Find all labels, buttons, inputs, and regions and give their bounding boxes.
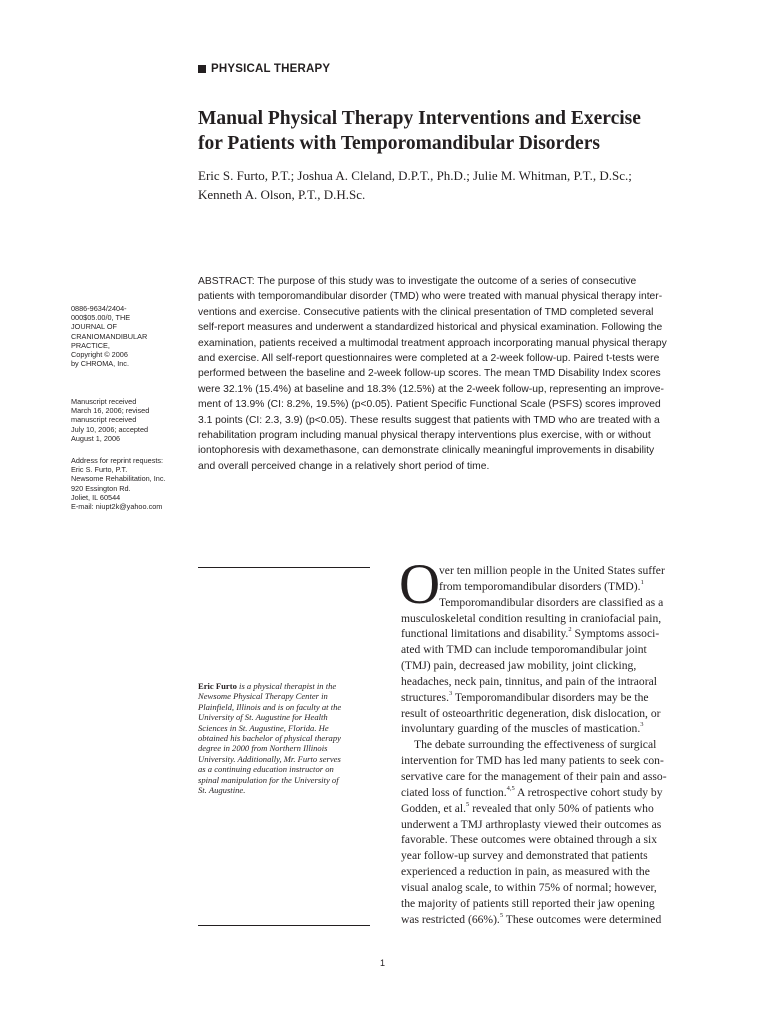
- body-line: The debate surrounding the effectiveness of surgical: [414, 738, 657, 752]
- citation-superscript: 3: [448, 689, 453, 697]
- body-line: result of osteoarthritic degeneration, disk dislocation, or: [401, 706, 661, 720]
- body-line: ciated loss of function.$^{4,5}$ A retrospective cohort study by: [401, 784, 663, 799]
- manuscript-line: manuscript received: [71, 415, 137, 425]
- article-title-line: for Patients with Temporomandibular Disorders: [198, 133, 600, 154]
- manuscript-dates: [71, 397, 149, 443]
- reprint-line: Address for reprint requests:: [71, 456, 164, 465]
- abstract-line: ventions and exercise. Consecutive patients with the clinical presentation of TMD completed several: [198, 306, 654, 318]
- body-text: [401, 563, 703, 927]
- bio-line: St. Augustine.: [198, 785, 246, 796]
- abstract-line: iontophoresis with dexamethasone, can demonstrate clinically meaningful improvements in disability: [198, 445, 655, 457]
- body-line: favorable. These outcomes were obtained through a six: [401, 833, 658, 847]
- reprint-line: Eric S. Furto, P.T.: [71, 465, 128, 475]
- bio-line: spinal manipulation for the University of: [198, 774, 339, 785]
- body-line: (TMJ) pain, decreased jaw mobility, joint clicking,: [401, 659, 637, 673]
- bio-line: degree in 2000 from Northern Illinois: [198, 743, 328, 754]
- bio-line: [198, 681, 370, 691]
- body-line: Godden, et al.$^5$ revealed that only 50% of patients who: [401, 800, 654, 815]
- abstract-line: rehabilitation program including manual physical therapy interventions plus exercise, with or without: [198, 430, 651, 442]
- body-line: experienced a reduction in pain, as measured with the: [401, 865, 650, 879]
- bio-line: as a continuing education instructor on: [198, 764, 334, 775]
- divider-rule: [198, 925, 370, 926]
- body-line: musculoskeletal condition resulting in craniofacial pain,: [401, 611, 662, 625]
- body-line: ated with TMD can include temporomandibular joint: [401, 643, 647, 657]
- citation-superscript: 5: [466, 800, 470, 808]
- abstract-line: 3.1 points (CI: 2.3, 3.9) (p<0.05). These results suggest that patients with TMD who are treated with a: [198, 414, 660, 426]
- bio-line: University of St. Augustine for Health: [198, 712, 328, 723]
- reprint-line: Joliet, IL 60544: [71, 492, 121, 502]
- abstract-line: performed between the baseline and 2-week follow-up scores. The mean TMD Disability Index scores: [198, 368, 661, 380]
- bio-line: Newsome Physical Therapy Center in: [198, 691, 328, 702]
- body-line: headaches, neck pain, tinnitus, and pain of the intraoral: [401, 674, 657, 688]
- copyright-line: 0886-9634/2404-: [71, 304, 127, 313]
- bio-text: is a physical therapist in the: [236, 681, 337, 691]
- body-line: year follow-up survey and demonstrated that patients: [401, 849, 648, 863]
- copyright-line: CRANIOMANDIBULAR: [71, 331, 148, 341]
- copyright-line: by CHROMA, Inc.: [71, 359, 129, 369]
- body-line: Temporomandibular disorders are classified as a: [439, 595, 664, 609]
- reprint-email[interactable]: E-mail: niupt2k@yahoo.com: [71, 502, 163, 512]
- body-line: visual analog scale, to within 75% of normal; however,: [401, 880, 657, 894]
- copyright-note: [71, 304, 147, 368]
- citation-superscript: 2: [568, 626, 572, 634]
- author-bio: [198, 681, 370, 795]
- abstract-line: patients with temporomandibular disorder (TMD) who were treated with manual physical therapy inter-: [198, 291, 663, 303]
- bio-line: obtained his bachelor of physical therapy: [198, 733, 341, 744]
- manuscript-line: Manuscript received: [71, 397, 137, 406]
- copyright-line: PRACTICE,: [71, 340, 110, 350]
- section-label: [198, 63, 330, 75]
- reprint-line: Newsome Rehabilitation, Inc.: [71, 474, 166, 484]
- manuscript-line: March 16, 2006; revised: [71, 406, 150, 416]
- body-line: ver ten million people in the United States suffer: [439, 564, 665, 577]
- abstract-line: examination, patients received a multimodal treatment approach incorporating manual physical therapy: [198, 337, 667, 349]
- article-title-line: Manual Physical Therapy Interventions and Exercise: [198, 108, 641, 129]
- section-label-text: PHYSICAL THERAPY: [211, 63, 331, 75]
- body-line: structures.$^3$ Temporomandibular disorders may be the: [401, 689, 649, 704]
- citation-superscript: 3: [640, 721, 644, 729]
- manuscript-line: July 10, 2006; accepted: [71, 424, 149, 434]
- body-line: servative care for the management of their pain and asso-: [401, 769, 667, 783]
- divider-rule: [198, 567, 370, 568]
- abstract-line: and exercise. All self-report questionnaires were completed at a 2-week follow-up. Paired t-tests were: [198, 353, 660, 365]
- reprint-line: 920 Essington Rd.: [71, 483, 131, 493]
- abstract-line: ment of 13.9% (CI: 8.2%, 19.5%) (p<0.05). Patient Specific Functional Scale (PSFS) scores improved: [198, 399, 661, 411]
- abstract-line: were 32.1% (15.4%) at baseline and 18.3% (12.5%) at the 2-week follow-up, representing an improve-: [198, 383, 664, 395]
- copyright-line: JOURNAL OF: [71, 322, 117, 332]
- citation-superscript: 1: [640, 578, 644, 586]
- page-number: 1: [380, 958, 386, 968]
- author-line: Kenneth A. Olson, P.T., D.H.Sc.: [198, 187, 366, 202]
- body-line: functional limitations and disability.$^2$ Symptoms associ-: [401, 626, 660, 641]
- square-bullet-icon: [198, 65, 206, 73]
- body-line: the majority of patients still reported their jaw opening: [401, 896, 655, 910]
- citation-superscript: 4,5: [506, 784, 515, 792]
- copyright-line: 000$05.00/0, THE: [71, 313, 131, 323]
- reprint-address: [71, 456, 166, 511]
- copyright-line: Copyright © 2006: [71, 350, 128, 360]
- bio-line: Plainfield, Illinois and is on faculty at the: [198, 701, 342, 712]
- abstract-line: and overall perceived change in a relatively short period of time.: [198, 460, 490, 472]
- bio-line: University. Additionally, Mr. Furto serves: [198, 753, 341, 764]
- abstract-line: ABSTRACT: The purpose of this study was to investigate the outcome of a series of consecutive: [198, 276, 637, 287]
- body-line: involuntary guarding of the muscles of mastication.$^3$: [401, 721, 644, 736]
- drop-cap: O: [399, 553, 441, 616]
- abstract-line: self-report measures and underwent a standardized historical and physical examination. Following the: [198, 322, 663, 334]
- bio-line: Sciences in St. Augustine, Florida. He: [198, 722, 329, 733]
- abstract: [198, 274, 704, 474]
- manuscript-line: August 1, 2006: [71, 433, 121, 443]
- body-line: was restricted (66%).$^5$ These outcomes were determined: [401, 911, 662, 926]
- bio-author-name: Eric Furto: [198, 681, 237, 691]
- citation-superscript: 5: [499, 911, 504, 919]
- author-line: Eric S. Furto, P.T.; Joshua A. Cleland, D.P.T., Ph.D.; Julie M. Whitman, P.T., D.Sc.;: [198, 168, 632, 183]
- article-title: [198, 106, 718, 156]
- body-line: underwent a TMJ arthroplasty viewed their outcomes as: [401, 817, 662, 831]
- body-line: from temporomandibular disorders (TMD).$^1$: [439, 578, 644, 593]
- body-line: intervention for TMD has led many patients to seek con-: [401, 754, 664, 768]
- author-list: [198, 166, 718, 204]
